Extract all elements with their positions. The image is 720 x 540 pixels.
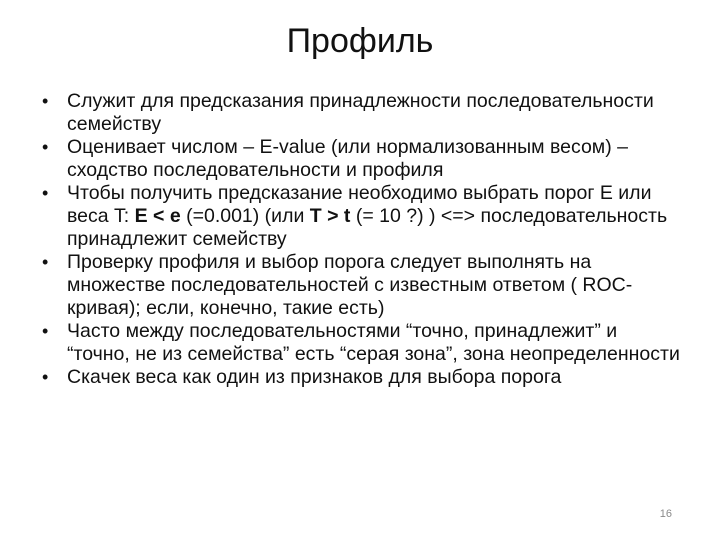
threshold-t-condition: T > t — [309, 205, 351, 227]
bullet-dot: • — [42, 137, 49, 157]
bullet-item-5 — [42, 320, 682, 366]
threshold-text-part-2: (=0.001) (или — [180, 205, 310, 227]
bullet-dot: • — [42, 91, 49, 111]
bullet-text: Скачек веса как один из признаков для выбора порога — [67, 366, 562, 388]
bullet-item-4 — [42, 251, 682, 320]
threshold-text-part-1: Чтобы получить предсказание необходимо выбрать порог E или веса T: — [67, 182, 652, 227]
bullet-list — [42, 90, 682, 389]
bullet-text: Часто между последовательностями “точно, принадлежит” и “точно, не из семейства” есть “серая зона”, зона неопределенности — [67, 320, 680, 365]
bullet-dot: • — [42, 321, 49, 341]
bullet-item-3 — [42, 182, 682, 251]
bullet-text: Проверку профиля и выбор порога следует выполнять на множестве последовательностей с известным ответом ( ROC-кривая); если, конечно, такие есть) — [67, 251, 633, 319]
bullet-dot: • — [42, 367, 49, 387]
bullet-text: Служит для предсказания принадлежности последовательности семейству — [67, 90, 654, 135]
bullet-text: Оценивает числом – E-value (или нормализованным весом) – сходство последовательности и профиля — [67, 136, 628, 181]
bullet-item-6 — [42, 366, 682, 389]
bullet-dot: • — [42, 252, 49, 272]
page-number: 16 — [659, 508, 672, 520]
bullet-dot: • — [42, 183, 49, 203]
bullet-item-1 — [42, 90, 682, 136]
slide-title: Профиль — [286, 22, 434, 60]
threshold-e-condition: E < e — [134, 205, 181, 227]
bullet-text-threshold — [67, 182, 667, 250]
bullet-item-2 — [42, 136, 682, 182]
threshold-text-part-3: (= 10 ?) ) <=> последовательность принадлежит семейству — [67, 205, 668, 250]
